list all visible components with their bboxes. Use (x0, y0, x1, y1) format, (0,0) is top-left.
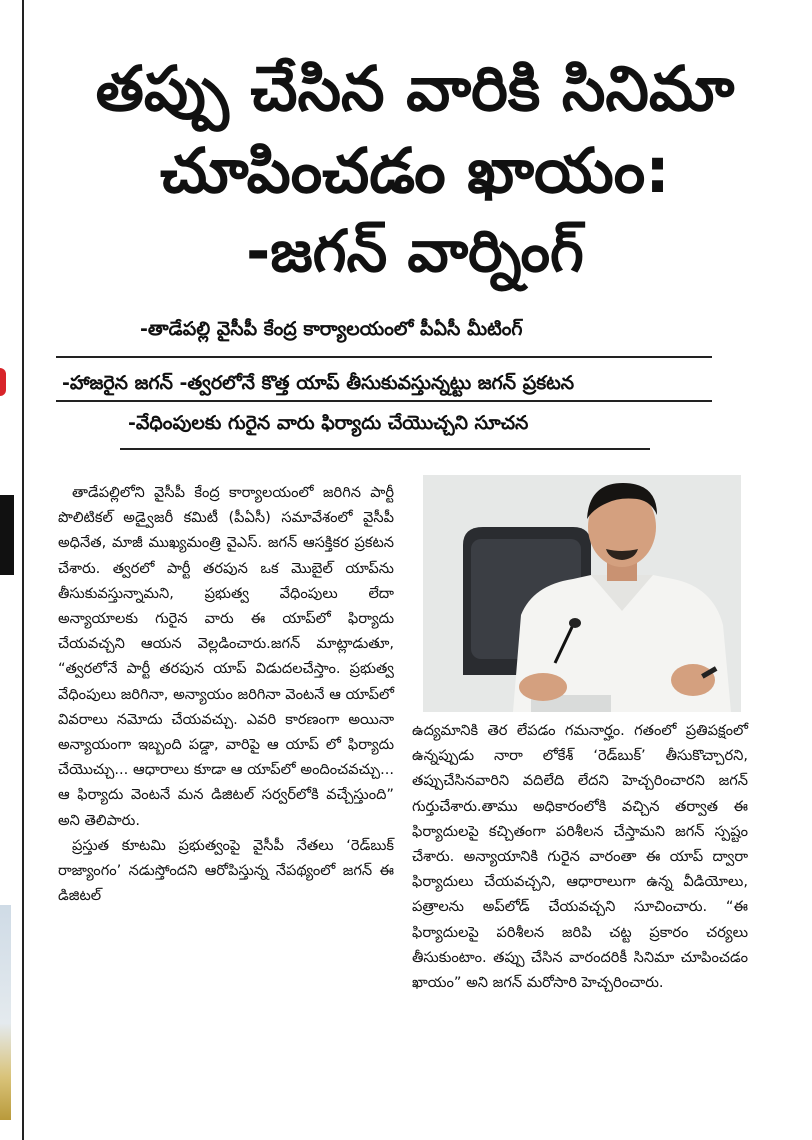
headline-line-1: తప్పు చేసిన వారికి సినిమా (95, 52, 735, 125)
subhead-divider-3 (120, 448, 650, 450)
subhead-divider-1 (56, 356, 712, 358)
article-column-left (58, 480, 394, 908)
article-photo (423, 475, 741, 712)
article-paragraph: ప్రస్తుత కూటమి ప్రభుత్వంపై వైసీపీ నేతలు ‘రెడ్‌బుక్ రాజ్యాంగం’ నడుస్తోందని ఆరోపిస్తున్న నేపథ్యంలో జగన్ ఈ డిజిటల్ (58, 836, 394, 905)
article-column-right (412, 718, 748, 995)
speaker-photo-illustration (423, 475, 741, 712)
subhead-3: -వేధింపులకు గురైన వారు ఫిర్యాదు చేయొచ్చని సూచన (128, 412, 529, 434)
subhead-2: -హాజరైన జగన్ -త్వరలోనే కొత్త యాప్ తీసుకువస్తున్నట్టు జగన్ ప్రకటన (62, 372, 575, 394)
headline-line-2: చూపించడం ఖాయం: (160, 134, 670, 207)
page-left-border (22, 0, 24, 1140)
adjacent-column-red-mark (0, 368, 6, 396)
subhead-1: -తాడేపల్లి వైసీపీ కేంద్ర కార్యాలయంలో పీఏసీ మీటింగ్ (140, 318, 523, 340)
article-paragraph: ఉద్యమానికి తెర లేపడం గమనార్హం. గతంలో ప్రతిపక్షంలో ఉన్నప్పుడు నారా లోకేశ్ ‘రెడ్‌బుక్’ తీసుకొచ్చారని, తప్పుచేసినవారిని వదిలేది లేదని హెచ్చరించారని జగన్ గుర్తుచేశారు.తాము అధికారంలోకి వచ్చిన తర్వాత ఈ ఫిర్యాదులపై కచ్చితంగా పరిశీలన చేస్తామని జగన్ స్పష్టం చేశారు. అన్యాయానికి గురైన వారంతా ఈ యాప్ ద్వారా ఫిర్యాదులు చేయవచ్చని, ఆధారాలుగా ఉన్న వీడియోలు, పత్రాలను అప్‌లోడ్ చేయవచ్చని సూచించారు. “ఈ ఫిర్యాదులపై పరిశీలన జరిపి చట్ట ప్రకారం చర్యలు తీసుకుంటాం. తప్పు చేసిన వారందరికీ సినిమా చూపించడం ఖాయం” అని జగన్ మరోసారి హెచ్చరించారు. (412, 722, 748, 992)
subhead-divider-2 (56, 400, 712, 402)
adjacent-column-photo-edge (0, 905, 11, 1120)
adjacent-column-black-block (0, 495, 14, 575)
article-paragraph: తాడేపల్లిలోని వైసీపీ కేంద్ర కార్యాలయంలో జరిగిన పార్టీ పొలిటికల్ అడ్వైజరీ కమిటీ (పీఏసీ) సమావేశంలో వైసీపీ అధినేత, మాజీ ముఖ్యమంత్రి వైఎస్. జగన్ ఆసక్తికర ప్రకటన చేశారు. త్వరలో పార్టీ తరపున ఒక మొబైల్ యాప్‌ను తీసుకువస్తున్నామని, ప్రభుత్వ వేధింపులు లేదా అన్యాయాలకు గురైన వారు ఈ యాప్‌లో ఫిర్యాదు చేయవచ్చని ఆయన వెల్లడించారు.జగన్ మాట్లాడుతూ, “త్వరలోనే పార్టీ తరపున యాప్ విడుదలచేస్తాం. ప్రభుత్వ వేధింపులు జరిగినా, అన్యాయం జరిగినా వెంటనే ఆ యాప్‌లో వివరాలు నమోదు చేయవచ్చు. ఎవరి కారణంగా అయినా అన్యాయంగా ఇబ్బంది పడ్డా, వారిపై ఆ యాప్ లో ఫిర్యాదు చేయొచ్చు... ఆధారాలు కూడా ఆ యాప్‌లో అందించవచ్చు... ఆ ఫిర్యాదు వెంటనే మన డిజిటల్ సర్వర్‌లోకి వచ్చేస్తుంది” అని తెలిపారు. (58, 484, 394, 829)
headline-line-3: -జగన్ వార్నింగ్ (246, 217, 584, 285)
